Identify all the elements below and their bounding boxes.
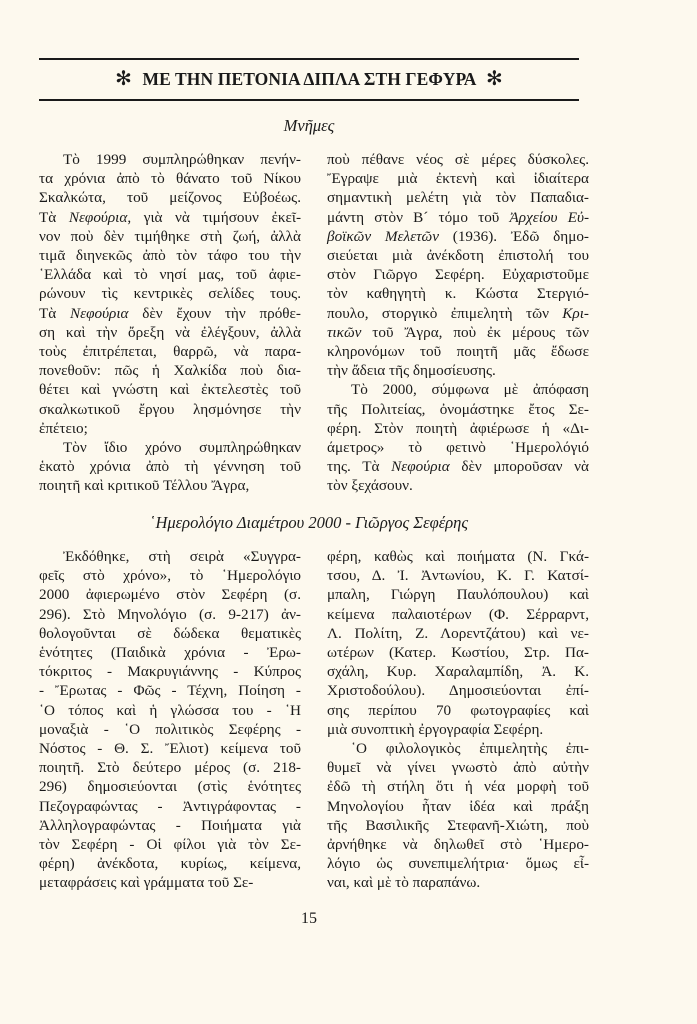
text-line: τὸν Σεφέρη - Οἱ φίλοι γιὰ τὸν Σε- — [39, 836, 301, 854]
text-line: φέρη) ἀνέκδοτα, κυρίως, κείμενα, — [39, 855, 301, 873]
text-line: Ἐκδόθηκε, στὴ σειρὰ «Συγγρα- — [63, 548, 301, 565]
text-line: πουλο, στοργικὸ ἐπιμελητὴ τῶν Κρι- — [327, 304, 589, 322]
text-line: 296) δημοσιεύονται (στὶς ἑνότητες — [39, 778, 301, 796]
text-line: φέρη. Στὸν ποιητὴ ἀφιέρωσε ἡ «Δι- — [327, 419, 589, 437]
text-line: ἀρνήθηκε νὰ δηλωθεῖ στὸ ῾Ημερο- — [327, 836, 589, 854]
text-line: ῾Ο φιλολογικὸς ἐπιμελητὴς ἐπι- — [351, 740, 589, 758]
text-line: τοὺς ἐπιτρέπεται, θαρρῶ, νὰ παρα- — [39, 343, 301, 361]
page-number: 15 — [301, 910, 317, 927]
text-line: 2000 ἀφιερωμένο στὸν Σεφέρη (σ. — [39, 586, 301, 604]
text-line: Τὸ 1999 συμπληρώθηκαν πενήν- — [63, 151, 301, 168]
text-line: Ἔγραψε μιὰ ἐκτενὴ καὶ ἰδιαίτερα — [327, 170, 589, 188]
text-line: τόκριτος - Μακρυγιάννης - Κύπρος — [39, 663, 301, 681]
section1-left-column — [39, 150, 301, 496]
text-line: της. Τὰ Νεφούρια δὲν μποροῦσαν νὰ — [327, 458, 589, 476]
text-line: ἐπέτειο; — [39, 419, 88, 437]
text-line: φέρη, καθὼς καὶ ποιήματα (Ν. Γκά- — [327, 548, 589, 565]
text-line: Ἀλληλογραφώντας - Ποιήματα γιὰ — [39, 816, 301, 834]
text-line: Χριστοδούλου). Δημοσιεύονται ἐπί- — [327, 682, 589, 700]
text-line: κείμενα παλαιοτέρων (Φ. Σέρραρντ, — [327, 605, 589, 623]
text-line: ῾Ο τόπος καὶ ἡ γλώσσα του - ῾Η — [39, 701, 301, 719]
text-line: ση καὶ τὴν ὄρεξη νὰ ἐλέγξουν, ἀλλὰ — [39, 323, 301, 341]
text-line: τιμᾶ διηνεκῶς ἀπὸ τὸν τάφο του τὴν — [39, 247, 301, 265]
header-top-rule — [39, 58, 579, 60]
text-line: νον ποὺ δὲν τιμήθηκε στὴ ζωή, ἀλλὰ — [39, 227, 301, 245]
text-line: σιεύεται μιὰ ἀνέκδοτη ἐπιστολή του — [327, 247, 589, 265]
text-line: ποιητῆ καὶ κριτικοῦ Τέλλου Ἄγρα, — [39, 477, 250, 495]
text-line: στὸν Γιῶργο Σεφέρη. Εὐχαριστοῦμε — [327, 266, 589, 284]
text-line: ρώνουν τὶς κεντρικὲς σελίδες τους. — [39, 285, 301, 303]
text-line: σκαλκωτικοῦ ἔργου λησμόνησε τὴν — [39, 400, 301, 418]
header-bottom-rule — [39, 99, 579, 101]
page-header — [39, 66, 579, 91]
text-line: Λ. Πολίτη, Ζ. Λορεντζάτου) καὶ νε- — [327, 624, 589, 642]
text-line: μάντη στὸν Β´ τόμο τοῦ Ἀρχείου Εὐ- — [327, 208, 589, 226]
text-line: 296). Στὸ Μηνολόγιο (σ. 9-217) ἀν- — [39, 605, 301, 623]
text-line: ῾Ελλάδα καὶ τὸ νησί μας, τοῦ ἀφιε- — [39, 266, 301, 284]
section2-left-column — [39, 547, 301, 893]
text-line: τσου, Δ. Ἰ. Ἀντωνίου, Κ. Γ. Κατσί- — [327, 567, 589, 585]
text-line: τῆς Πολιτείας, ὀνομάστηκε ἔτος Σε- — [327, 400, 589, 418]
text-line: Τὰ Νεφούρια, γιὰ νὰ τιμήσουν ἐκεῖ- — [39, 208, 302, 226]
text-line: ναι, καὶ μὲ τὸ παραπάνω. — [327, 874, 481, 892]
text-line: Πεζογραφώντας - Ἀντιγράφοντας - — [39, 797, 301, 815]
text-line: Μηνολογίου ἦταν ἰδέα καὶ πράξη — [327, 797, 589, 815]
text-line: τῆς Βασιλικῆς Στεφανῆ-Χιώτη, ποὺ — [327, 816, 589, 834]
text-line: κληρονόμων τοῦ ποιητῆ μᾶς ἔδωσε — [327, 343, 589, 361]
text-line: θολογοῦνται σὲ δώδεκα θεματικὲς — [39, 624, 301, 642]
section2-right-column — [327, 547, 589, 893]
text-line: Σκαλκώτα, τοῦ μείζονος Εὐβοέως. — [39, 189, 301, 207]
asterisk-ornament-icon: ✻ — [486, 68, 503, 90]
text-line: σχάλη, Κυρ. Χαραλαμπίδη, Ἀ. Κ. — [327, 663, 589, 681]
text-line: λόγιο ὡς συνεπιμελήτρια· ὅμως εἶ- — [327, 855, 589, 873]
text-line: τα χρόνια ἀπὸ τὸ θάνατο τοῦ Νίκου — [39, 170, 301, 188]
text-line: άμετρος» τὸ φετινὸ ῾Ημερολόγιό — [327, 439, 589, 457]
asterisk-ornament-icon: ✻ — [115, 68, 132, 90]
text-line: σημαντικὴ μελέτη γιὰ τὸν Παπαδια- — [327, 189, 589, 207]
text-line: - Ἔρωτας - Φῶς - Τέχνη, Ποίηση - — [39, 682, 301, 700]
text-line: ἑκατὸ χρόνια ἀπὸ τὴ γέννηση τοῦ — [39, 458, 301, 476]
text-line: πονεθοῦν: πῶς ἡ Χαλκίδα ποὺ δια- — [39, 362, 301, 380]
text-line: τὸν καθηγητὴ κ. Κώστα Στεργιό- — [327, 285, 589, 303]
text-line: Τὸν ἴδιο χρόνο συμπληρώθηκαν — [63, 439, 301, 457]
text-line: Τὰ Νεφούρια δὲν ἔχουν τὴν πρόθε- — [39, 304, 301, 322]
text-line: βοϊκῶν Μελετῶν (1936). Ἐδῶ δημο- — [327, 227, 589, 245]
text-line: μπαλη, Γιώργη Παυλόπουλου) καὶ — [327, 586, 589, 604]
text-line: ἑνότητες (Παιδικὰ χρόνια - Ἐρω- — [39, 644, 301, 662]
text-line: μιὰ συνοπτικὴ ἐργογραφία Σεφέρη. — [327, 720, 544, 738]
text-line: ωτέρων (Κατερ. Κωστίου, Στρ. Πα- — [327, 644, 589, 662]
header-title-text: ΜΕ ΤΗΝ ΠΕΤΟΝΙΑ ΔΙΠΛΑ ΣΤΗ ΓΕΦΥΡΑ — [142, 69, 476, 89]
text-line: σης περίπου 70 φωτογραφίες καὶ — [327, 701, 589, 719]
text-line: μοναξιὰ - ῾Ο πολιτικὸς Σεφέρης - — [39, 720, 301, 738]
text-line: ποιητῆ. Στὸ δεύτερο μέρος (σ. 218- — [39, 759, 301, 777]
text-line: θυμεῖ νὰ γίνει γνωστὸ ἀπὸ αὐτὴν — [327, 759, 589, 777]
text-line: τικῶν τοῦ Ἄγρα, ποὺ ἐκ μέρους τῶν — [327, 323, 589, 341]
text-line: θέτει καὶ γνώστη καὶ ἐκτελεστὲς τοῦ — [39, 381, 301, 399]
text-line: τὸν ξεχάσουν. — [327, 477, 413, 495]
section-title-imerologio: ῾Ημερολόγιο Διαμέτρου 2000 - Γιῶργος Σεφέρης — [149, 513, 469, 532]
text-line: μεταφράσεις καὶ γράμματα τοῦ Σε- — [39, 874, 254, 892]
text-line: ποὺ πέθανε νέος σὲ μέρες δύσκολες. — [327, 151, 589, 168]
section-title-mnimes: Μνῆμες — [283, 116, 335, 135]
text-line: τὴν ἄδεια τῆς δημοσίευσης. — [327, 362, 496, 380]
section1-right-column — [327, 150, 589, 496]
text-line: ἐδῶ τὴ στήλη ὅτι ἡ νέα μορφὴ τοῦ — [327, 778, 589, 796]
text-line: Νόστος - Θ. Σ. Ἔλιοτ) κείμενα τοῦ — [39, 740, 301, 758]
text-line: φεῖς στὸ χρόνο», τὸ ῾Ημερολόγιο — [39, 567, 301, 585]
text-line: Τὸ 2000, σύμφωνα μὲ ἀπόφαση — [351, 381, 589, 399]
